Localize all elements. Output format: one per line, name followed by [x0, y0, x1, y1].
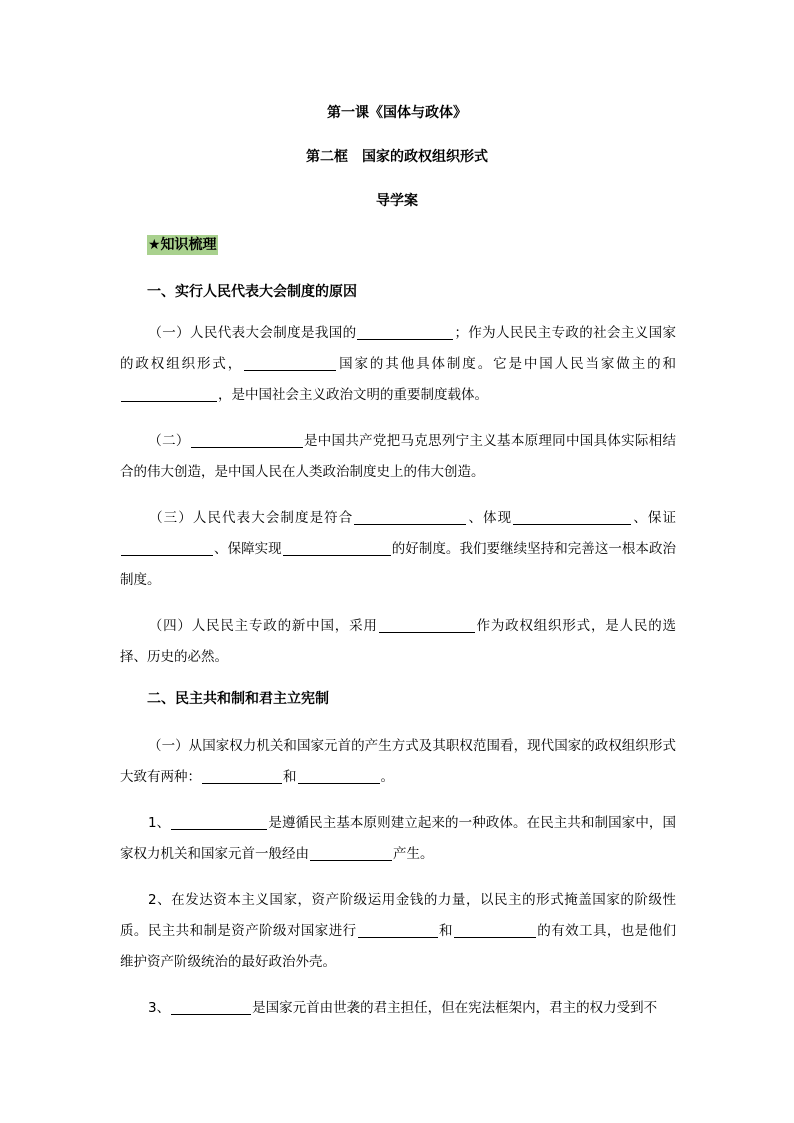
text: 、保证 — [632, 510, 677, 526]
part1-paragraph-3 — [120, 503, 676, 596]
text: （二） — [148, 433, 190, 449]
fill-blank[interactable] — [171, 814, 267, 830]
fill-blank[interactable] — [298, 768, 380, 784]
part1-paragraph-1 — [120, 318, 676, 411]
fill-blank[interactable] — [357, 324, 453, 340]
text: （三）人民代表大会制度是符合 — [148, 510, 354, 526]
fill-blank[interactable] — [202, 768, 282, 784]
lesson-title: 第一课《国体与政体》 — [327, 105, 467, 121]
part2-paragraph-3 — [120, 885, 676, 978]
fill-blank[interactable] — [283, 540, 391, 556]
fill-blank[interactable] — [244, 355, 336, 371]
part2-heading: 二、民主共和制和君主立宪制 — [147, 691, 329, 707]
text: 国家的其他具体制度。它是中国人民当家做主的和 — [337, 356, 677, 372]
text: 的好制度。我们要继续坚持和完善这一根本政治制度。 — [120, 541, 677, 588]
text: 2、在发达资本主义国家，资产阶级运用金钱的力量，以民主的形式掩盖国家的阶级性质。民主共和制是资产阶级对国家进行 — [120, 892, 676, 939]
text: 、保障实现 — [214, 541, 282, 557]
fill-blank[interactable] — [121, 540, 213, 556]
text: ；作为人民民主专政的社会主义国家的政权组织形式， — [120, 325, 677, 372]
fill-blank[interactable] — [171, 999, 251, 1015]
fill-blank[interactable] — [121, 386, 217, 402]
fill-blank[interactable] — [358, 922, 438, 938]
text: （四）人民民主专政的新中国，采用 — [148, 618, 378, 634]
fill-blank[interactable] — [454, 922, 536, 938]
text: 产生。 — [393, 846, 434, 862]
text: 和 — [438, 923, 453, 939]
text: 是国家元首由世袭的君主担任，但在宪法框架内，君主的权力受到不 — [252, 1000, 658, 1016]
part2-paragraph-2 — [120, 808, 676, 870]
fill-blank[interactable] — [513, 509, 631, 525]
part2-paragraph-1 — [120, 731, 676, 793]
fill-blank[interactable] — [379, 617, 475, 633]
text: 的有效工具，也是他们维护资产阶级统治的最好政治外壳。 — [120, 923, 677, 970]
text: （一）人民代表大会制度是我国的 — [148, 325, 357, 341]
text: 是遵循民主基本原则建立起来的一种政体。在民主共和制国家中，国家权力机关和国家元首一般经由 — [120, 815, 677, 862]
text: ，是中国社会主义政治文明的重要制度载体。 — [218, 387, 488, 403]
text: 和 — [283, 769, 297, 785]
text: 1、 — [148, 815, 171, 831]
fill-blank[interactable] — [354, 509, 466, 525]
section-title: 第二框 国家的政权组织形式 — [306, 149, 488, 165]
text: 3、 — [148, 1000, 171, 1016]
text: （一）从国家权力机关和国家元首的产生方式及其职权范围看，现代国家的政权组织形式大致有两种： — [120, 738, 676, 785]
text: 作为政权组织形式，是人民的选择、历史的必然。 — [120, 618, 677, 665]
text: 、体现 — [467, 510, 513, 526]
fill-blank[interactable] — [191, 432, 303, 448]
fill-blank[interactable] — [310, 845, 392, 861]
subtitle: 导学案 — [376, 193, 418, 209]
part1-paragraph-2 — [120, 426, 676, 488]
part2-paragraph-4 — [120, 993, 676, 1024]
knowledge-badge: ★知识梳理 — [148, 237, 217, 253]
part1-paragraph-4 — [120, 611, 676, 673]
text: 。 — [380, 769, 394, 785]
part1-heading: 一、实行人民代表大会制度的原因 — [147, 284, 357, 300]
text: 是中国共产党把马克思列宁主义基本原理同中国具体实际相结合的伟大创造，是中国人民在人类政治制度史上的伟大创造。 — [120, 433, 677, 480]
